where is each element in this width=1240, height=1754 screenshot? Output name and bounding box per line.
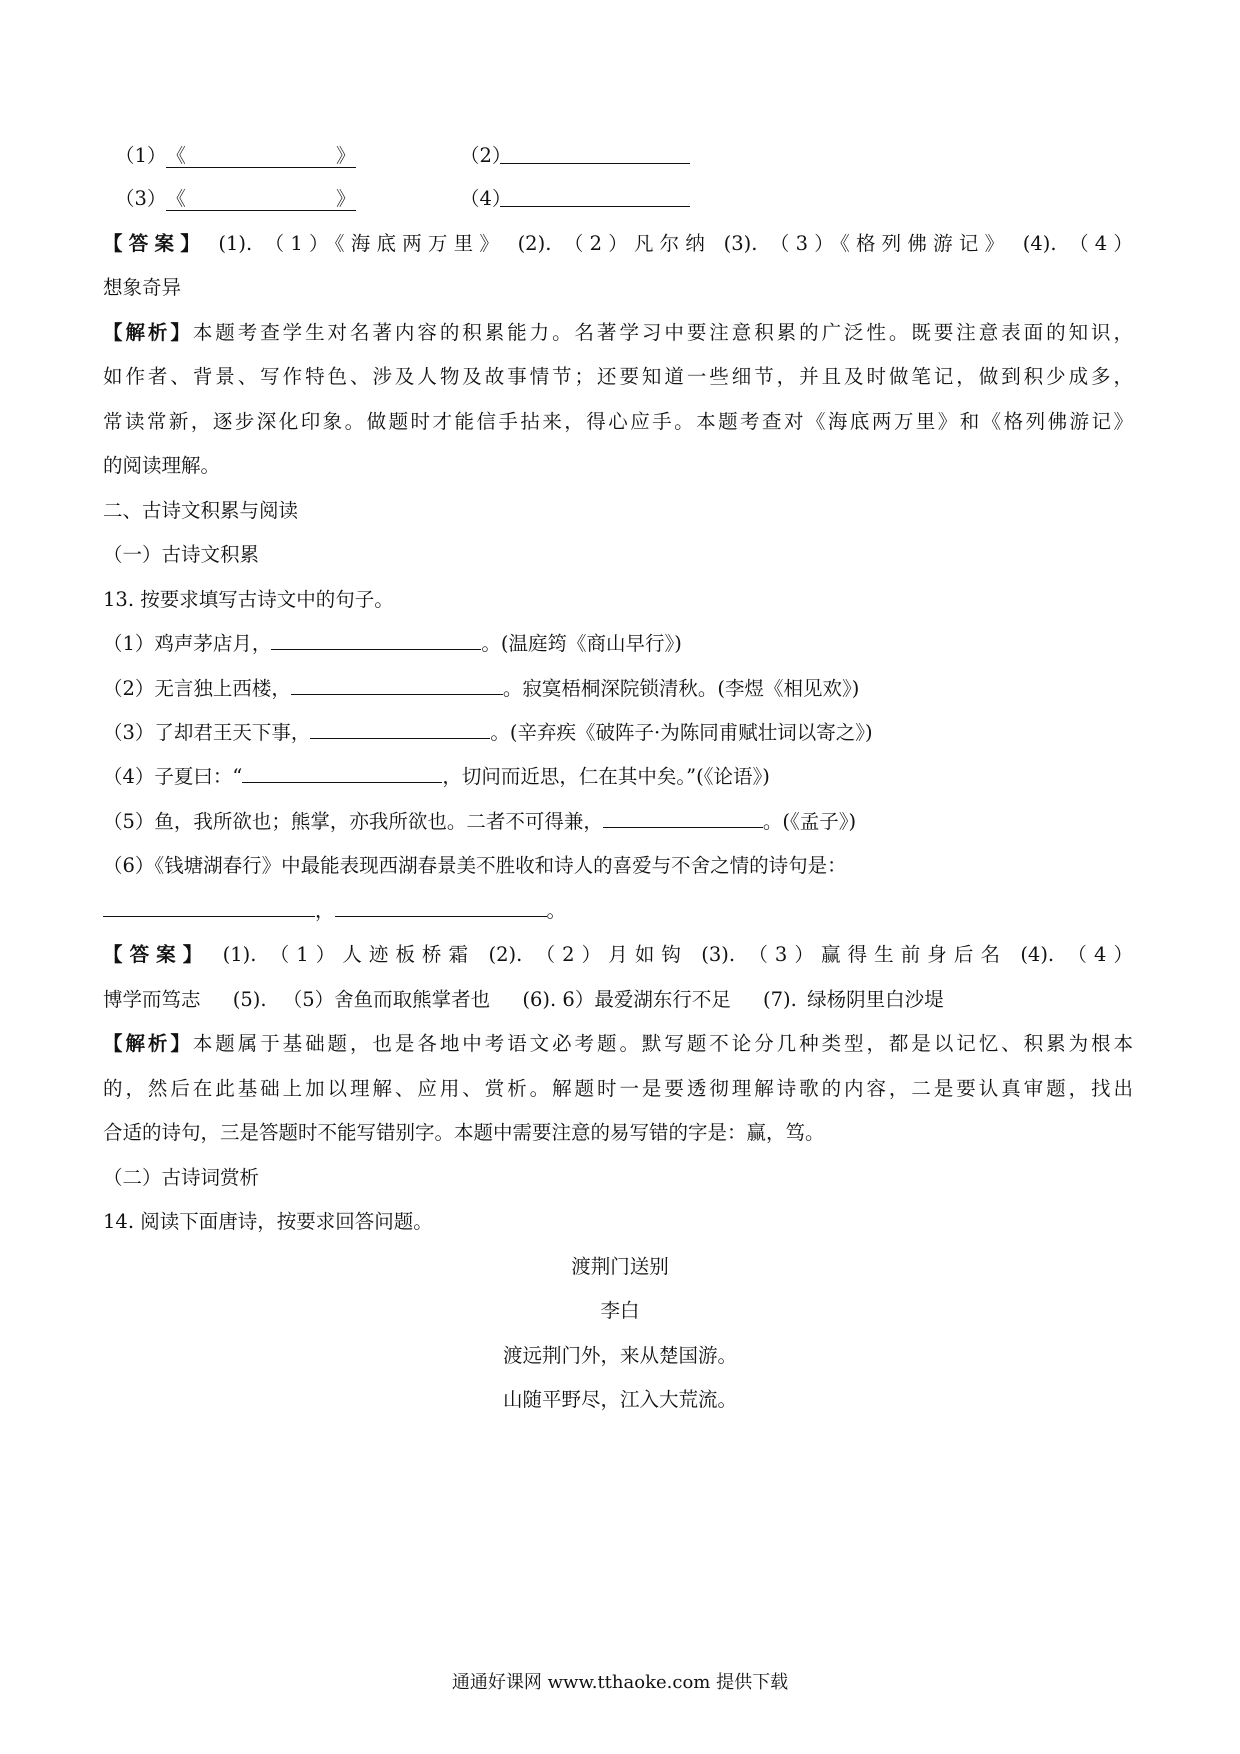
answer-num: (3). — [723, 232, 758, 255]
fill-blank — [335, 896, 547, 917]
poem-line-2: 山随平野尽，江入大荒流。 — [502, 1388, 737, 1411]
analysis-2-line-3: 合适的诗句，三是答题时不能写错别字。本题中需要注意的易写错的字是：赢，笃。 — [103, 1121, 825, 1144]
answer-num: (2). — [517, 232, 552, 255]
close-bracket: 》 — [335, 187, 356, 210]
answer-num: (2). — [488, 943, 523, 966]
answer-tag: 【答案】 — [103, 943, 210, 966]
item-prefix: （5）鱼，我所欲也；熊掌，亦我所欲也。二者不可得兼， — [103, 810, 603, 833]
open-bracket: 《 — [166, 144, 186, 167]
poem-author: 李白 — [600, 1299, 640, 1322]
fill-blank — [103, 896, 315, 917]
subsection-2-title: （二）古诗词赏析 — [103, 1166, 260, 1189]
analysis-1-line-2: 如作者、背景、写作特色、涉及人物及故事情节；还要知道一些细节，并且及时做笔记，做到积少成多， — [103, 365, 1133, 388]
title-blank-3 — [166, 188, 356, 211]
title-blank-1 — [166, 145, 356, 168]
answer-1-line-2: 想象奇异 — [103, 276, 182, 299]
answer-text: （1）人迹板桥霜 — [269, 943, 476, 966]
analysis-tag: 【解析】 — [103, 1032, 193, 1055]
answer-text: （2）月如钩 — [535, 943, 688, 966]
blank-label-1: （1） — [115, 144, 167, 167]
q13-item-1 — [103, 629, 1133, 659]
period: 。 — [546, 899, 567, 922]
item-prefix: （4）子夏曰：“ — [103, 765, 243, 788]
answer-text: （3）《格列佛游记》 — [769, 232, 1011, 255]
item-prefix: （2）无言独上西楼， — [103, 677, 291, 700]
answer-tag: 【答案】 — [103, 232, 206, 255]
answer-text: 6）最爱湖东行不足 — [562, 988, 731, 1011]
fill-blank — [291, 674, 503, 695]
blank-row-2 — [115, 184, 1133, 214]
analysis-2-line-2: 的，然后在此基础上加以理解、应用、赏析。解题时一是要透彻理解诗歌的内容，二是要认真审题，找出 — [103, 1077, 1133, 1100]
answer-2-line-1 — [103, 940, 1133, 970]
answer-text: （4） — [1069, 232, 1133, 255]
answer-num: (6). — [522, 988, 557, 1011]
q13-item-4 — [103, 762, 1133, 792]
fill-blank — [310, 718, 490, 739]
page-footer: 通通好课网 www.tthaoke.com 提供下载 — [451, 1672, 789, 1693]
blank-row-1 — [115, 141, 1133, 171]
answer-num: (3). — [701, 943, 736, 966]
answer-blank-4 — [500, 190, 690, 207]
fill-blank — [271, 629, 481, 650]
q13-item-2 — [103, 674, 1133, 704]
blank-label-4: （4） — [460, 187, 512, 210]
blank-label-3: （3） — [115, 187, 167, 210]
item-suffix: 。(温庭筠《商山早行》) — [481, 632, 682, 655]
answer-text: （2）凡尔纳 — [563, 232, 712, 255]
analysis-2-line-1 — [103, 1029, 1133, 1059]
answer-2-line-2 — [103, 985, 1133, 1015]
analysis-text: 本题属于基础题，也是各地中考语文必考题。默写题不论分几种类型，都是以记忆、积累为根本 — [192, 1032, 1133, 1055]
q13-item-5 — [103, 807, 1133, 837]
answer-text: 博学而笃志 — [103, 988, 201, 1011]
analysis-1-line-4: 的阅读理解。 — [103, 454, 221, 477]
analysis-1-line-1 — [103, 318, 1133, 348]
subsection-1-title: （一）古诗文积累 — [103, 543, 260, 566]
answer-num: (1). — [218, 232, 253, 255]
q13-item-6-blanks — [103, 896, 1133, 926]
q13-item-3 — [103, 718, 1133, 748]
item-suffix: ，切问而近思，仁在其中矣。”(《论语》) — [442, 765, 770, 788]
fill-blank — [603, 807, 763, 828]
answer-text: （3）赢得生前身后名 — [748, 943, 1008, 966]
q13-item-6: （6）《钱塘湖春行》中最能表现西湖春景美不胜收和诗人的喜爱与不舍之情的诗句是： — [103, 854, 847, 877]
question-14-stem: 14. 阅读下面唐诗，按要求回答问题。 — [103, 1210, 433, 1233]
answer-blank-2 — [500, 147, 690, 164]
item-suffix: 。(辛弃疾《破阵子·为陈同甫赋壮词以寄之》) — [490, 721, 873, 744]
answer-1-line-1 — [103, 229, 1133, 259]
answer-text: （4） — [1067, 943, 1133, 966]
analysis-text: 本题考查学生对名著内容的积累能力。名著学习中要注意积累的广泛性。既要注意表面的知识， — [192, 321, 1133, 344]
answer-text: （1）《海底两万里》 — [264, 232, 506, 255]
close-bracket: 》 — [335, 144, 356, 167]
section-2-title: 二、古诗文积累与阅读 — [103, 499, 299, 522]
item-suffix: 。寂寞梧桐深院锁清秋。(李煜《相见欢》) — [502, 677, 860, 700]
blank-label-2: （2） — [460, 144, 512, 167]
poem-title: 渡荆门送别 — [571, 1255, 669, 1278]
open-bracket: 《 — [166, 187, 186, 210]
question-13-stem: 13. 按要求填写古诗文中的句子。 — [103, 588, 394, 611]
comma: ， — [315, 899, 335, 922]
answer-num: (4). — [1020, 943, 1055, 966]
answer-num: (1). — [222, 943, 257, 966]
analysis-tag: 【解析】 — [103, 321, 193, 344]
fill-blank — [242, 762, 442, 783]
item-prefix: （3）了却君王天下事， — [103, 721, 311, 744]
answer-num: (5). — [232, 988, 267, 1011]
analysis-1-line-3: 常读常新，逐步深化印象。做题时才能信手拈来，得心应手。本题考查对《海底两万里》和《格列佛游记》 — [103, 410, 1133, 433]
answer-num: (4). — [1022, 232, 1057, 255]
answer-num: (7). — [763, 988, 797, 1011]
item-suffix: 。(《孟子》) — [762, 810, 857, 833]
answer-text: （5）舍鱼而取熊掌者也 — [282, 988, 491, 1011]
poem-line-1: 渡远荆门外，来从楚国游。 — [502, 1344, 737, 1367]
answer-text: 绿杨阴里白沙堤 — [807, 988, 944, 1011]
item-prefix: （1）鸡声茅店月， — [103, 632, 272, 655]
